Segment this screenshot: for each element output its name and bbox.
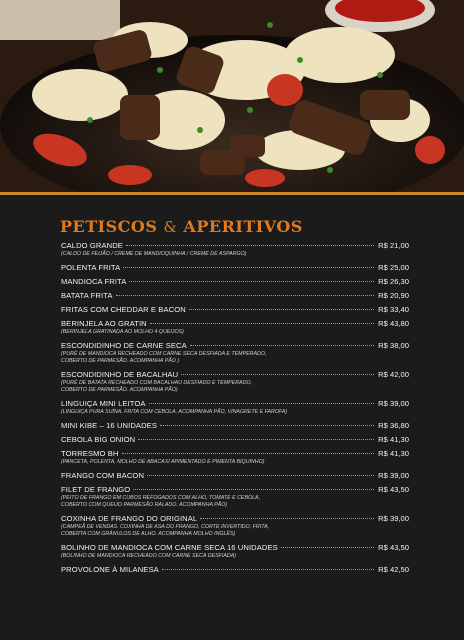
menu-item-price: R$ 21,00 [378, 241, 409, 250]
menu-section [0, 195, 464, 640]
menu-item-name: CEBOLA BIG ONION [61, 435, 136, 444]
menu-item-row [61, 241, 409, 250]
menu-item-row [61, 449, 409, 458]
dot-leader [126, 245, 374, 246]
menu-item-name: ESCONDIDINHO DE CARNE SECA [61, 341, 187, 350]
dot-leader [181, 374, 374, 375]
menu-item-row [61, 471, 409, 480]
menu-item-price: R$ 41,30 [378, 449, 409, 458]
menu-item-name: LINGUIÇA MINI LEITOA [61, 399, 146, 408]
menu-item-price: R$ 39,00 [378, 399, 409, 408]
section-title-amp: & [163, 218, 178, 236]
menu-item-row [61, 485, 409, 494]
menu-item-row [61, 543, 409, 552]
menu-item-price: R$ 25,00 [378, 263, 409, 272]
dot-leader [147, 475, 374, 476]
menu-item-name: COXINHA DE FRANGO DO ORIGINAL [61, 514, 198, 523]
menu-item-price: R$ 33,40 [378, 305, 409, 314]
dot-leader [162, 569, 374, 570]
menu-item-name: FRANGO COM BACON [61, 471, 145, 480]
dot-leader [122, 453, 375, 454]
dot-leader [138, 439, 374, 440]
menu-item [61, 241, 409, 258]
dot-leader [133, 489, 374, 490]
menu-item-name: POLENTA FRITA [61, 263, 121, 272]
menu-item-price: R$ 36,80 [378, 421, 409, 430]
menu-item [61, 399, 409, 416]
menu-item [61, 485, 409, 509]
menu-item [61, 543, 409, 560]
dot-leader [281, 547, 374, 548]
menu-item-price: R$ 41,30 [378, 435, 409, 444]
menu-item-description: (CAMPEÃ DE VENDAS. COXINHA DE ASA DO FRANGO, CORTE INVERTIDO, FRITA, COBERTA COM GRÂNULOS DE ALHO. ACOMPANHA MOLHO INGLÊS) [61, 524, 270, 537]
menu-item-name: CALDO GRANDE [61, 241, 123, 250]
menu-item-price: R$ 20,90 [378, 291, 409, 300]
section-title-main: PETISCOS [60, 217, 158, 236]
dot-leader [116, 295, 374, 296]
menu-item [61, 263, 409, 272]
menu-item-row [61, 435, 409, 444]
menu-item-row [61, 305, 409, 314]
menu-item [61, 341, 409, 365]
menu-item-name: BERINJELA AO GRATIN [61, 319, 147, 328]
menu-item-description: (PURÊ DE MANDIOCA RECHEADO COM CARNE SECA DESFIADA E TEMPERADO, COBERTO DE PARMESÃO. ACOMPANHA PÃO ) [61, 351, 267, 364]
menu-item-row [61, 370, 409, 379]
dot-leader [149, 403, 374, 404]
menu-item-name: FILET DE FRANGO [61, 485, 131, 494]
dot-leader [123, 267, 374, 268]
menu-item-price: R$ 43,50 [378, 485, 409, 494]
section-title [60, 217, 303, 236]
menu-item-row [61, 319, 409, 328]
menu-item-price: R$ 43,50 [378, 543, 409, 552]
menu-item [61, 514, 409, 538]
dot-leader [189, 309, 374, 310]
menu-item [61, 291, 409, 300]
menu-item-description: (BERINJELA GRATINADA AO MOLHO 4 QUEIJOS) [61, 329, 184, 335]
menu-item-description: (PURÊ DE BATATA RECHEADO COM BACALHAU DESFIADO E TEMPERADO, COBERTO DE PARMESÃO. ACOMPANHA PÃO) [61, 380, 253, 393]
menu-item-row [61, 277, 409, 286]
menu-item-name: TORRESMO BH [61, 449, 119, 458]
menu-item [61, 421, 409, 430]
dot-leader [129, 281, 374, 282]
menu-items-list [61, 241, 409, 579]
menu-item-name: BATATA FRITA [61, 291, 113, 300]
menu-item [61, 277, 409, 286]
menu-item-row [61, 565, 409, 574]
menu-item-row [61, 291, 409, 300]
food-illustration [0, 0, 464, 192]
menu-item-name: ESCONDIDINHO DE BACALHAU [61, 370, 179, 379]
menu-item-description: (PANCETA, POLENTA, MOLHO DE ABACAXI APIMENTADO E PIMENTA BIQUINHO) [61, 459, 265, 465]
section-title-rest: APERITIVOS [183, 217, 303, 236]
menu-item [61, 435, 409, 444]
menu-item-description: (PEITO DE FRANGO EM CUBOS REFOGADOS COM ALHO, TOMATE E CEBOLA, COBERTO COM QUEIJO PARMESÃO RALADO. ACOMPANHA PÃO) [61, 495, 261, 508]
menu-item-price: R$ 43,80 [378, 319, 409, 328]
menu-item-price: R$ 42,50 [378, 565, 409, 574]
menu-item-row [61, 399, 409, 408]
dot-leader [160, 425, 374, 426]
menu-item-row [61, 514, 409, 523]
dot-leader [150, 323, 374, 324]
menu-item-description: (CALDO DE FEIJÃO / CREME DE MANDIOQUINHA / CREME DE ASPARGO) [61, 251, 247, 257]
menu-item-price: R$ 38,00 [378, 341, 409, 350]
menu-item-name: MINI KIBE – 16 UNIDADES [61, 421, 157, 430]
menu-item-name: FRITAS COM CHEDDAR E BACON [61, 305, 186, 314]
menu-item [61, 471, 409, 480]
menu-item [61, 319, 409, 336]
menu-item-price: R$ 42,00 [378, 370, 409, 379]
menu-item-description: (LINGUIÇA PURA SUÍNA. FRITA COM CEBOLA. ACOMPANHA PÃO, VINAGRETE E FAROFA) [61, 409, 288, 415]
menu-item-price: R$ 26,30 [378, 277, 409, 286]
menu-item-name: BOLINHO DE MANDIOCA COM CARNE SECA 16 UNIDADES [61, 543, 278, 552]
menu-item [61, 305, 409, 314]
menu-item [61, 370, 409, 394]
dot-leader [200, 518, 374, 519]
menu-item-price: R$ 39,00 [378, 471, 409, 480]
menu-item [61, 565, 409, 574]
menu-item-row [61, 421, 409, 430]
food-photo [0, 0, 464, 192]
menu-item [61, 449, 409, 466]
menu-item-price: R$ 39,00 [378, 514, 409, 523]
dot-leader [190, 345, 374, 346]
menu-item-name: PROVOLONE À MILANESA [61, 565, 159, 574]
menu-item-description: (BOLINHO DE MANDIOCA RECHEADO COM CARNE SECA DESFIADA) [61, 553, 237, 559]
menu-item-name: MANDIOCA FRITA [61, 277, 127, 286]
menu-item-row [61, 263, 409, 272]
menu-item-row [61, 341, 409, 350]
